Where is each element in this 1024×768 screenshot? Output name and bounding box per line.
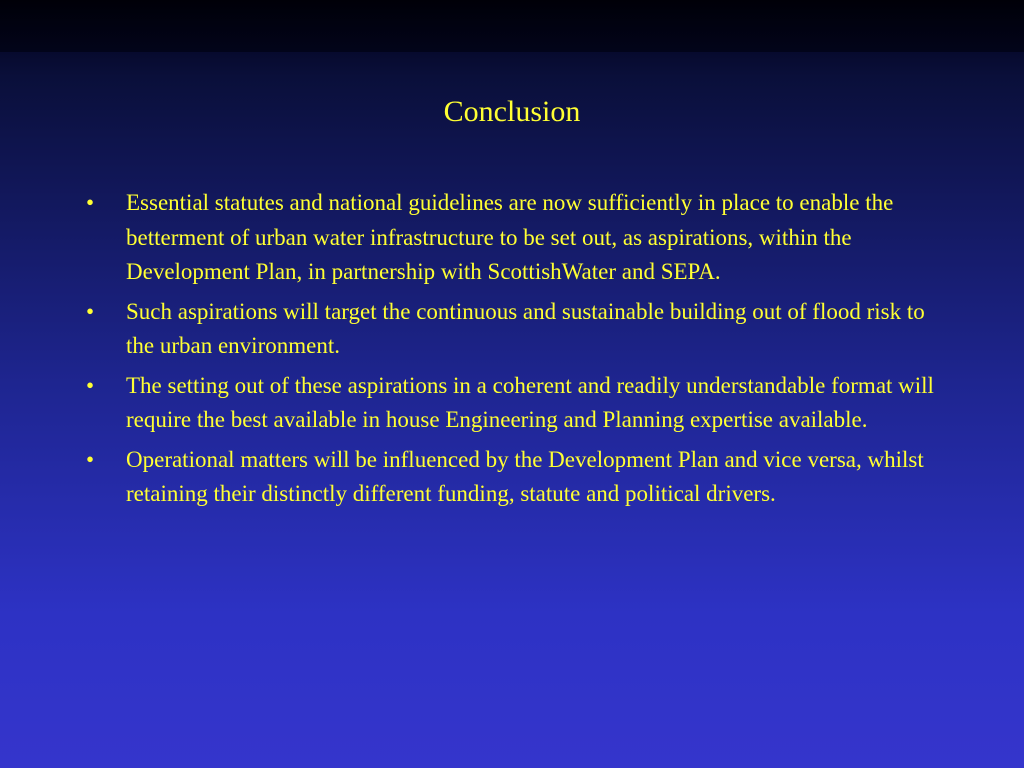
bullet-text: The setting out of these aspirations in a coherent and readily understandable format will require the best available in house Engineering and Planning expertise available. [126, 372, 934, 432]
bullet-dot-icon: • [86, 298, 95, 324]
bullet-item [86, 369, 948, 438]
bullet-list [86, 186, 948, 517]
bullet-item [86, 443, 948, 512]
top-band [0, 0, 1024, 52]
bullet-dot-icon: • [86, 190, 95, 215]
bullet-item [86, 186, 948, 290]
bullet-text: Operational matters will be influenced by the Development Plan and vice versa, whilst retaining their distinctly different funding, statute and political drivers. [126, 446, 924, 506]
bullet-dot-icon: • [86, 372, 95, 398]
slide-title: Conclusion [443, 95, 581, 128]
bullet-text: Such aspirations will target the continuous and sustainable building out of flood risk to the urban environment. [126, 298, 925, 358]
bullet-dot-icon: • [86, 446, 95, 472]
bullet-text: Essential statutes and national guidelines are now sufficiently in place to enable the betterment of urban water infrastructure to be set out, as aspirations, within the Development Plan, in partnership with ScottishWater and SEPA. [126, 190, 894, 284]
bullet-item [86, 295, 948, 364]
